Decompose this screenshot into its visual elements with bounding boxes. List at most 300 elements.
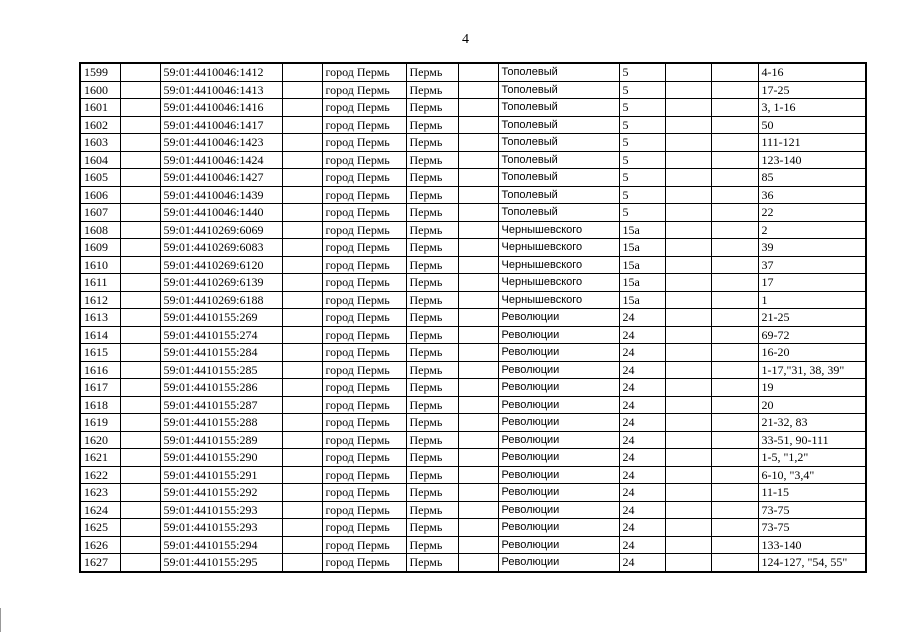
- empty-cell: [120, 326, 160, 344]
- street-cell: Революции: [498, 361, 619, 379]
- apartments-cell: 37: [758, 256, 866, 274]
- apartments-cell: 36: [758, 186, 866, 204]
- empty-cell: [458, 291, 498, 309]
- empty-cell: [120, 554, 160, 572]
- row-number-cell: 1599: [80, 63, 120, 81]
- empty-cell: [120, 536, 160, 554]
- table-row: [80, 519, 866, 537]
- row-number-cell: 1620: [80, 431, 120, 449]
- empty-cell: [665, 344, 711, 362]
- row-number-cell: 1611: [80, 274, 120, 292]
- empty-cell: [711, 99, 758, 117]
- locality-cell: город Пермь: [322, 186, 406, 204]
- empty-cell: [458, 151, 498, 169]
- empty-cell: [120, 344, 160, 362]
- empty-cell: [665, 449, 711, 467]
- empty-cell: [711, 449, 758, 467]
- street-cell: Революции: [498, 554, 619, 572]
- empty-cell: [665, 326, 711, 344]
- empty-cell: [711, 379, 758, 397]
- locality-cell: город Пермь: [322, 484, 406, 502]
- empty-cell: [120, 361, 160, 379]
- empty-cell: [282, 466, 322, 484]
- district-cell: Пермь: [406, 519, 458, 537]
- locality-cell: город Пермь: [322, 536, 406, 554]
- empty-cell: [458, 256, 498, 274]
- apartments-cell: 123-140: [758, 151, 866, 169]
- empty-cell: [458, 326, 498, 344]
- cadastral-number-cell: 59:01:4410155:287: [160, 396, 282, 414]
- apartments-cell: 2: [758, 221, 866, 239]
- table-row: [80, 99, 866, 117]
- apartments-cell: 1-17,"31, 38, 39": [758, 361, 866, 379]
- empty-cell: [665, 239, 711, 257]
- empty-cell: [458, 81, 498, 99]
- empty-cell: [711, 274, 758, 292]
- empty-cell: [458, 519, 498, 537]
- table-row: [80, 81, 866, 99]
- empty-cell: [120, 134, 160, 152]
- empty-cell: [665, 116, 711, 134]
- district-cell: Пермь: [406, 466, 458, 484]
- house-number-cell: 24: [619, 361, 665, 379]
- empty-cell: [711, 414, 758, 432]
- house-number-cell: 24: [619, 449, 665, 467]
- row-number-cell: 1622: [80, 466, 120, 484]
- empty-cell: [282, 169, 322, 187]
- empty-cell: [711, 431, 758, 449]
- empty-cell: [458, 63, 498, 81]
- district-cell: Пермь: [406, 169, 458, 187]
- table-row: [80, 484, 866, 502]
- street-cell: Революции: [498, 379, 619, 397]
- street-cell: Революции: [498, 344, 619, 362]
- house-number-cell: 5: [619, 81, 665, 99]
- empty-cell: [711, 169, 758, 187]
- empty-cell: [711, 519, 758, 537]
- district-cell: Пермь: [406, 239, 458, 257]
- empty-cell: [282, 414, 322, 432]
- cadastral-number-cell: 59:01:4410269:6139: [160, 274, 282, 292]
- table-row: [80, 204, 866, 222]
- street-cell: Тополевый: [498, 116, 619, 134]
- cadastral-number-cell: 59:01:4410046:1427: [160, 169, 282, 187]
- empty-cell: [120, 221, 160, 239]
- row-number-cell: 1627: [80, 554, 120, 572]
- empty-cell: [282, 536, 322, 554]
- apartments-cell: 133-140: [758, 536, 866, 554]
- cadastral-number-cell: 59:01:4410046:1417: [160, 116, 282, 134]
- empty-cell: [665, 414, 711, 432]
- cadastral-number-cell: 59:01:4410046:1439: [160, 186, 282, 204]
- table-row: [80, 291, 866, 309]
- row-number-cell: 1616: [80, 361, 120, 379]
- street-cell: Революции: [498, 431, 619, 449]
- district-cell: Пермь: [406, 221, 458, 239]
- empty-cell: [120, 291, 160, 309]
- street-cell: Революции: [498, 449, 619, 467]
- table-row: [80, 554, 866, 572]
- empty-cell: [120, 519, 160, 537]
- district-cell: Пермь: [406, 151, 458, 169]
- empty-cell: [711, 466, 758, 484]
- street-cell: Тополевый: [498, 134, 619, 152]
- cadastral-number-cell: 59:01:4410155:269: [160, 309, 282, 327]
- street-cell: Чернышевского: [498, 221, 619, 239]
- empty-cell: [120, 116, 160, 134]
- district-cell: Пермь: [406, 204, 458, 222]
- empty-cell: [458, 186, 498, 204]
- apartments-cell: 50: [758, 116, 866, 134]
- empty-cell: [711, 326, 758, 344]
- empty-cell: [120, 396, 160, 414]
- row-number-cell: 1601: [80, 99, 120, 117]
- locality-cell: город Пермь: [322, 396, 406, 414]
- district-cell: Пермь: [406, 309, 458, 327]
- empty-cell: [120, 274, 160, 292]
- table-row: [80, 186, 866, 204]
- table-row: [80, 274, 866, 292]
- cadastral-number-cell: 59:01:4410269:6083: [160, 239, 282, 257]
- empty-cell: [282, 204, 322, 222]
- table-row: [80, 344, 866, 362]
- empty-cell: [120, 204, 160, 222]
- street-cell: Чернышевского: [498, 239, 619, 257]
- empty-cell: [665, 361, 711, 379]
- empty-cell: [665, 81, 711, 99]
- locality-cell: город Пермь: [322, 379, 406, 397]
- empty-cell: [711, 256, 758, 274]
- house-number-cell: 24: [619, 519, 665, 537]
- empty-cell: [665, 291, 711, 309]
- empty-cell: [120, 239, 160, 257]
- empty-cell: [711, 484, 758, 502]
- empty-cell: [665, 63, 711, 81]
- house-number-cell: 5: [619, 151, 665, 169]
- row-number-cell: 1619: [80, 414, 120, 432]
- empty-cell: [458, 396, 498, 414]
- table-row: [80, 309, 866, 327]
- house-number-cell: 24: [619, 414, 665, 432]
- street-cell: Тополевый: [498, 186, 619, 204]
- row-number-cell: 1618: [80, 396, 120, 414]
- row-number-cell: 1602: [80, 116, 120, 134]
- empty-cell: [711, 151, 758, 169]
- table-row: [80, 326, 866, 344]
- apartments-cell: 19: [758, 379, 866, 397]
- empty-cell: [120, 151, 160, 169]
- empty-cell: [711, 501, 758, 519]
- house-number-cell: 5: [619, 204, 665, 222]
- street-cell: Революции: [498, 519, 619, 537]
- district-cell: Пермь: [406, 449, 458, 467]
- apartments-cell: 73-75: [758, 501, 866, 519]
- empty-cell: [120, 309, 160, 327]
- empty-cell: [665, 99, 711, 117]
- street-cell: Революции: [498, 326, 619, 344]
- house-number-cell: 15а: [619, 221, 665, 239]
- empty-cell: [282, 81, 322, 99]
- locality-cell: город Пермь: [322, 449, 406, 467]
- table-row: [80, 256, 866, 274]
- house-number-cell: 24: [619, 396, 665, 414]
- cadastral-number-cell: 59:01:4410155:288: [160, 414, 282, 432]
- table-row: [80, 151, 866, 169]
- locality-cell: город Пермь: [322, 431, 406, 449]
- district-cell: Пермь: [406, 186, 458, 204]
- empty-cell: [120, 466, 160, 484]
- table-row: [80, 466, 866, 484]
- table-row: [80, 414, 866, 432]
- cadastral-number-cell: 59:01:4410155:274: [160, 326, 282, 344]
- apartments-cell: 39: [758, 239, 866, 257]
- empty-cell: [711, 239, 758, 257]
- empty-cell: [282, 379, 322, 397]
- empty-cell: [458, 414, 498, 432]
- row-number-cell: 1624: [80, 501, 120, 519]
- district-cell: Пермь: [406, 361, 458, 379]
- locality-cell: город Пермь: [322, 291, 406, 309]
- district-cell: Пермь: [406, 344, 458, 362]
- empty-cell: [282, 239, 322, 257]
- cadastral-number-cell: 59:01:4410046:1413: [160, 81, 282, 99]
- empty-cell: [665, 379, 711, 397]
- apartments-cell: 1-5, "1,2": [758, 449, 866, 467]
- street-cell: Революции: [498, 484, 619, 502]
- empty-cell: [282, 99, 322, 117]
- locality-cell: город Пермь: [322, 151, 406, 169]
- empty-cell: [458, 431, 498, 449]
- empty-cell: [665, 519, 711, 537]
- empty-cell: [458, 116, 498, 134]
- cadastral-number-cell: 59:01:4410155:293: [160, 501, 282, 519]
- empty-cell: [282, 256, 322, 274]
- table-row: [80, 536, 866, 554]
- district-cell: Пермь: [406, 274, 458, 292]
- table-row: [80, 361, 866, 379]
- apartments-cell: 16-20: [758, 344, 866, 362]
- empty-cell: [282, 431, 322, 449]
- locality-cell: город Пермь: [322, 169, 406, 187]
- row-number-cell: 1603: [80, 134, 120, 152]
- apartments-cell: 1: [758, 291, 866, 309]
- table-row: [80, 449, 866, 467]
- locality-cell: город Пермь: [322, 99, 406, 117]
- house-number-cell: 24: [619, 326, 665, 344]
- row-number-cell: 1604: [80, 151, 120, 169]
- house-number-cell: 24: [619, 484, 665, 502]
- empty-cell: [665, 484, 711, 502]
- empty-cell: [711, 536, 758, 554]
- cadastral-number-cell: 59:01:4410155:292: [160, 484, 282, 502]
- house-number-cell: 15а: [619, 256, 665, 274]
- locality-cell: город Пермь: [322, 134, 406, 152]
- empty-cell: [711, 134, 758, 152]
- row-number-cell: 1608: [80, 221, 120, 239]
- empty-cell: [711, 309, 758, 327]
- empty-cell: [458, 99, 498, 117]
- empty-cell: [458, 274, 498, 292]
- locality-cell: город Пермь: [322, 63, 406, 81]
- empty-cell: [282, 484, 322, 502]
- table-row: [80, 221, 866, 239]
- table-row: [80, 379, 866, 397]
- empty-cell: [665, 309, 711, 327]
- house-number-cell: 24: [619, 536, 665, 554]
- row-number-cell: 1609: [80, 239, 120, 257]
- district-cell: Пермь: [406, 63, 458, 81]
- street-cell: Тополевый: [498, 81, 619, 99]
- street-cell: Тополевый: [498, 151, 619, 169]
- row-number-cell: 1615: [80, 344, 120, 362]
- row-number-cell: 1607: [80, 204, 120, 222]
- empty-cell: [282, 396, 322, 414]
- street-cell: Тополевый: [498, 204, 619, 222]
- cadastral-number-cell: 59:01:4410046:1412: [160, 63, 282, 81]
- locality-cell: город Пермь: [322, 256, 406, 274]
- table-row: [80, 239, 866, 257]
- apartments-cell: 6-10, "3,4": [758, 466, 866, 484]
- empty-cell: [458, 221, 498, 239]
- empty-cell: [282, 326, 322, 344]
- cadastral-number-cell: 59:01:4410155:289: [160, 431, 282, 449]
- row-number-cell: 1613: [80, 309, 120, 327]
- house-number-cell: 15а: [619, 291, 665, 309]
- house-number-cell: 5: [619, 169, 665, 187]
- empty-cell: [665, 431, 711, 449]
- locality-cell: город Пермь: [322, 204, 406, 222]
- row-number-cell: 1621: [80, 449, 120, 467]
- street-cell: Чернышевского: [498, 291, 619, 309]
- row-number-cell: 1617: [80, 379, 120, 397]
- district-cell: Пермь: [406, 291, 458, 309]
- cadastral-number-cell: 59:01:4410046:1440: [160, 204, 282, 222]
- street-cell: Революции: [498, 309, 619, 327]
- locality-cell: город Пермь: [322, 221, 406, 239]
- empty-cell: [665, 204, 711, 222]
- empty-cell: [458, 309, 498, 327]
- scan-edge-mark: [0, 608, 1, 632]
- district-cell: Пермь: [406, 414, 458, 432]
- house-number-cell: 24: [619, 379, 665, 397]
- street-cell: Революции: [498, 466, 619, 484]
- empty-cell: [458, 484, 498, 502]
- empty-cell: [120, 186, 160, 204]
- house-number-cell: 24: [619, 344, 665, 362]
- table-row: [80, 396, 866, 414]
- empty-cell: [665, 396, 711, 414]
- house-number-cell: 24: [619, 309, 665, 327]
- empty-cell: [458, 169, 498, 187]
- apartments-cell: 85: [758, 169, 866, 187]
- empty-cell: [458, 554, 498, 572]
- empty-cell: [711, 204, 758, 222]
- empty-cell: [120, 484, 160, 502]
- empty-cell: [458, 536, 498, 554]
- district-cell: Пермь: [406, 116, 458, 134]
- district-cell: Пермь: [406, 81, 458, 99]
- district-cell: Пермь: [406, 431, 458, 449]
- empty-cell: [120, 256, 160, 274]
- cadastral-number-cell: 59:01:4410155:291: [160, 466, 282, 484]
- locality-cell: город Пермь: [322, 274, 406, 292]
- street-cell: Революции: [498, 396, 619, 414]
- empty-cell: [711, 186, 758, 204]
- empty-cell: [458, 361, 498, 379]
- street-cell: Тополевый: [498, 99, 619, 117]
- empty-cell: [665, 536, 711, 554]
- empty-cell: [282, 221, 322, 239]
- district-cell: Пермь: [406, 554, 458, 572]
- apartments-cell: 21-32, 83: [758, 414, 866, 432]
- street-cell: Чернышевского: [498, 274, 619, 292]
- empty-cell: [120, 99, 160, 117]
- cadastral-number-cell: 59:01:4410155:286: [160, 379, 282, 397]
- locality-cell: город Пермь: [322, 309, 406, 327]
- empty-cell: [282, 291, 322, 309]
- empty-cell: [665, 221, 711, 239]
- empty-cell: [711, 344, 758, 362]
- empty-cell: [458, 501, 498, 519]
- apartments-cell: 22: [758, 204, 866, 222]
- cadastral-number-cell: 59:01:4410155:284: [160, 344, 282, 362]
- empty-cell: [282, 309, 322, 327]
- empty-cell: [711, 63, 758, 81]
- empty-cell: [458, 466, 498, 484]
- street-cell: Тополевый: [498, 169, 619, 187]
- row-number-cell: 1600: [80, 81, 120, 99]
- empty-cell: [458, 239, 498, 257]
- cadastral-number-cell: 59:01:4410269:6069: [160, 221, 282, 239]
- row-number-cell: 1625: [80, 519, 120, 537]
- empty-cell: [282, 274, 322, 292]
- apartments-cell: 17-25: [758, 81, 866, 99]
- house-number-cell: 24: [619, 554, 665, 572]
- district-cell: Пермь: [406, 379, 458, 397]
- locality-cell: город Пермь: [322, 116, 406, 134]
- street-cell: Тополевый: [498, 63, 619, 81]
- cadastral-number-cell: 59:01:4410046:1424: [160, 151, 282, 169]
- apartments-cell: 73-75: [758, 519, 866, 537]
- empty-cell: [458, 204, 498, 222]
- empty-cell: [282, 116, 322, 134]
- page-number: 4: [462, 32, 469, 47]
- apartments-cell: 33-51, 90-111: [758, 431, 866, 449]
- empty-cell: [711, 81, 758, 99]
- street-cell: Революции: [498, 414, 619, 432]
- empty-cell: [120, 431, 160, 449]
- locality-cell: город Пермь: [322, 239, 406, 257]
- apartments-cell: 124-127, "54, 55": [758, 554, 866, 572]
- house-number-cell: 5: [619, 186, 665, 204]
- house-number-cell: 24: [619, 431, 665, 449]
- empty-cell: [282, 501, 322, 519]
- district-cell: Пермь: [406, 396, 458, 414]
- table-row: [80, 501, 866, 519]
- empty-cell: [282, 361, 322, 379]
- table-row: [80, 431, 866, 449]
- cadastral-number-cell: 59:01:4410155:295: [160, 554, 282, 572]
- district-cell: Пермь: [406, 256, 458, 274]
- locality-cell: город Пермь: [322, 344, 406, 362]
- cadastral-number-cell: 59:01:4410155:293: [160, 519, 282, 537]
- empty-cell: [665, 169, 711, 187]
- locality-cell: город Пермь: [322, 361, 406, 379]
- table-row: [80, 63, 866, 81]
- locality-cell: город Пермь: [322, 81, 406, 99]
- apartments-cell: 3, 1-16: [758, 99, 866, 117]
- empty-cell: [282, 344, 322, 362]
